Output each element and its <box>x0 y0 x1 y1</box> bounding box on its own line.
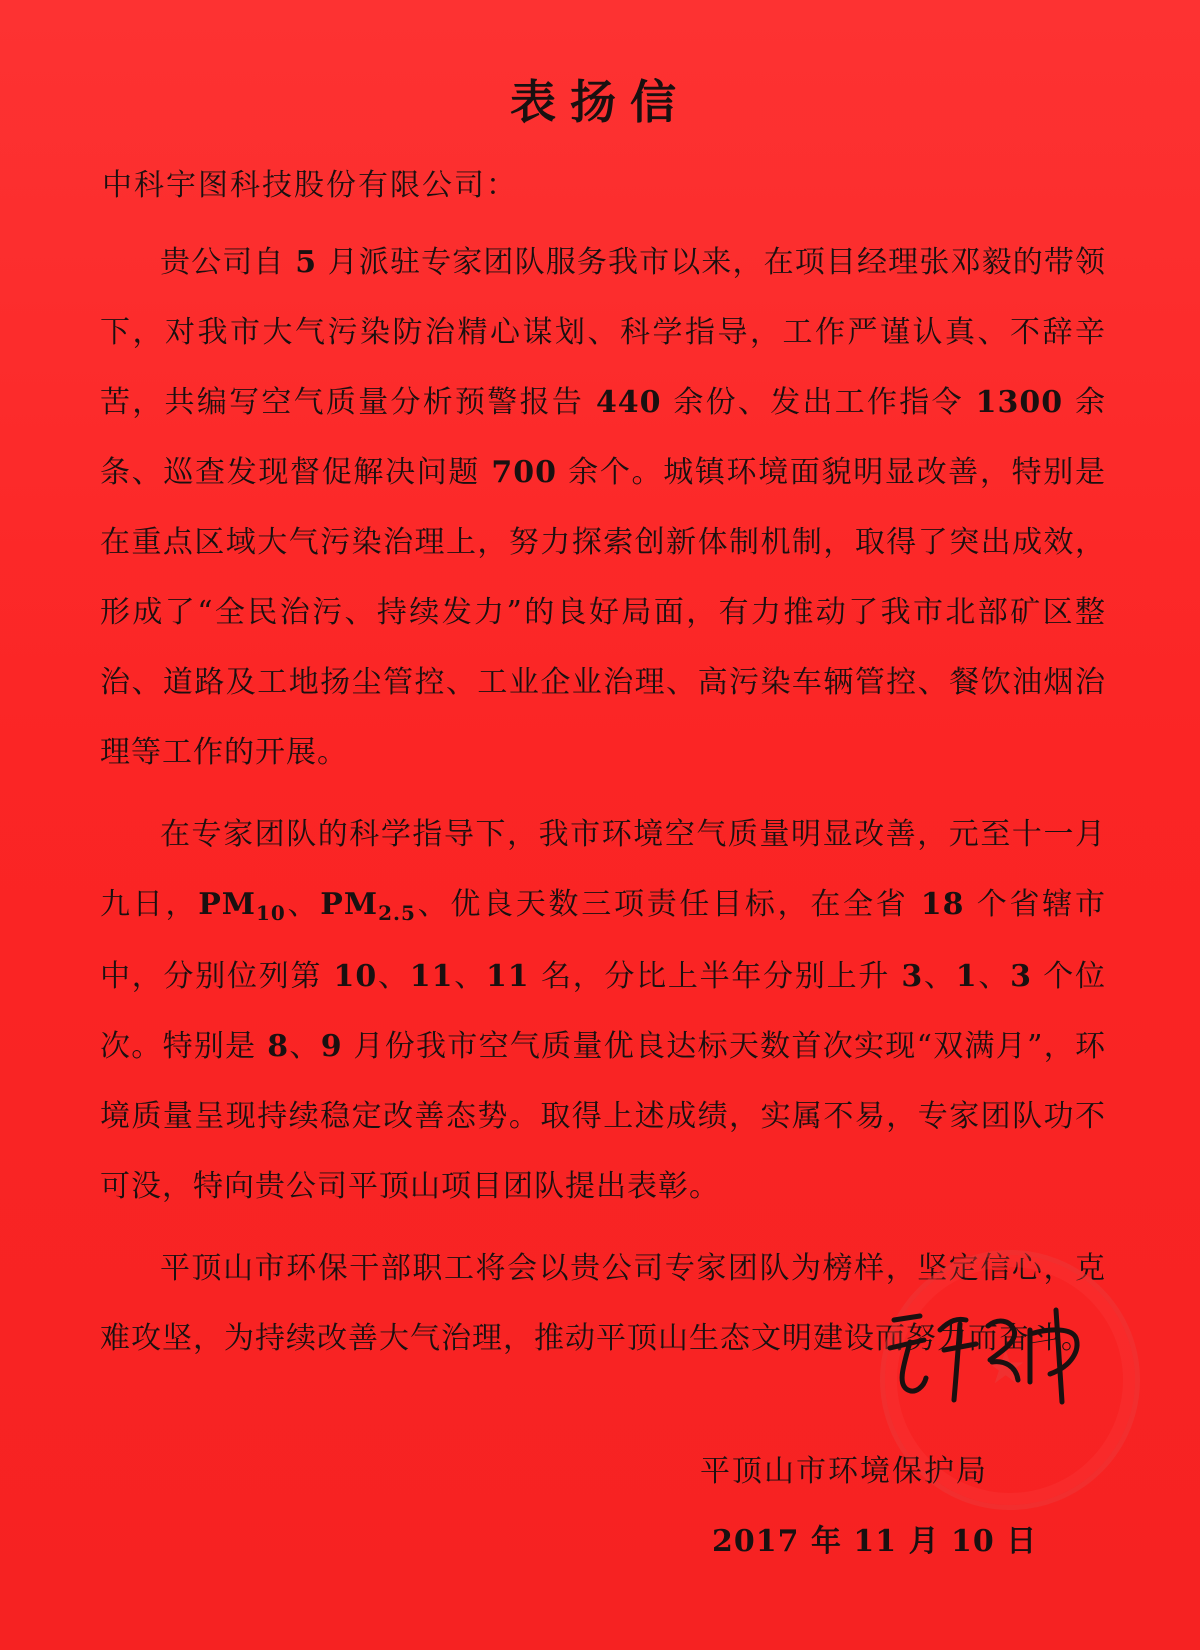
text-run: 1300 <box>975 385 1064 420</box>
text-run: 5 <box>295 245 318 280</box>
text-run: 平顶山市环保干部职工将会以贵公司专家团队为榜样，坚定信心，克难攻坚，为持续改善大气治理，推动平顶山生态文明建设而努力而奋斗。 <box>100 1251 1106 1356</box>
text-run: 名，分比上半年分别上升 <box>529 959 902 994</box>
text-run: 余个。城镇环境面貌明显改善，特别是在重点区域大气污染治理上，努力探索创新体制机制，取得了突出成效，形成了“全民治污、持续发力”的良好局面，有力推动了我市北部矿区整治、道路及工地扬尘管控、工业企业治理、高污染车辆管控、餐饮油烟治理等工作的开展。 <box>100 455 1106 770</box>
text-run: 10 <box>255 901 286 925</box>
text-run: 、优良天数三项责任目标，在全省 <box>415 887 921 922</box>
text-run: 10 <box>333 959 378 994</box>
body-paragraph <box>100 800 1106 1222</box>
text-run: 、 <box>923 959 956 994</box>
text-run: 、 <box>289 1029 321 1064</box>
body-paragraph <box>100 228 1106 788</box>
text-run: 1 <box>955 959 978 994</box>
text-run: 11 <box>409 959 454 994</box>
text-run: 、 <box>285 887 321 922</box>
text-run: 在专家团队的科学指导下，我市环境空气质量明显改善，元至十一月九日， <box>100 817 1106 922</box>
text-run: 2.5 <box>378 901 416 925</box>
text-run: 、 <box>377 959 410 994</box>
text-run: 月派驻专家团队服务我市以来，在项目经理张邓毅的带领下，对我市大气污染防治精心谋划、科学指导，工作严谨认真、不辞辛苦，共编写空气质量分析预警报告 <box>100 245 1106 420</box>
text-run: 贵公司自 <box>160 245 296 280</box>
text-run: 3 <box>1010 959 1032 994</box>
seal-star-icon: ★ <box>985 1340 1027 1394</box>
text-run: 700 <box>491 455 557 490</box>
text-run: 9 <box>320 1029 343 1064</box>
text-run: 、 <box>453 959 486 994</box>
text-run: 个位次。特别是 <box>100 959 1107 1064</box>
text-run: 月份我市空气质量优良达标天数首次实现“双满月”，环境质量呈现持续稳定改善态势。取得上述成绩，实属不易，专家团队功不可没，特向贵公司平顶山项目团队提出表彰。 <box>100 1029 1106 1204</box>
issue-date: 2017 年 11 月 10 日 <box>712 1524 1038 1559</box>
text-run: 余条、巡查发现督促解决问题 <box>100 385 1106 490</box>
issuer-name: 平顶山市环境保护局 <box>700 1454 988 1489</box>
text-run: 8 <box>267 1029 290 1064</box>
letter-body <box>100 228 1106 1386</box>
text-run: 、 <box>977 959 1011 994</box>
text-run: 11 <box>485 959 530 994</box>
text-run: 个省辖市中，分别位列第 <box>100 887 1106 994</box>
text-run: 440 <box>595 385 662 420</box>
text-run: PM <box>198 887 256 922</box>
salutation: 中科宇图科技股份有限公司： <box>102 168 518 203</box>
text-run: 3 <box>901 959 924 994</box>
signature <box>880 1290 1100 1410</box>
text-run: 余份、发出工作指令 <box>661 385 976 420</box>
text-run: 18 <box>920 887 965 922</box>
text-run: PM <box>320 887 379 922</box>
letter-title: 表扬信 <box>510 75 690 129</box>
